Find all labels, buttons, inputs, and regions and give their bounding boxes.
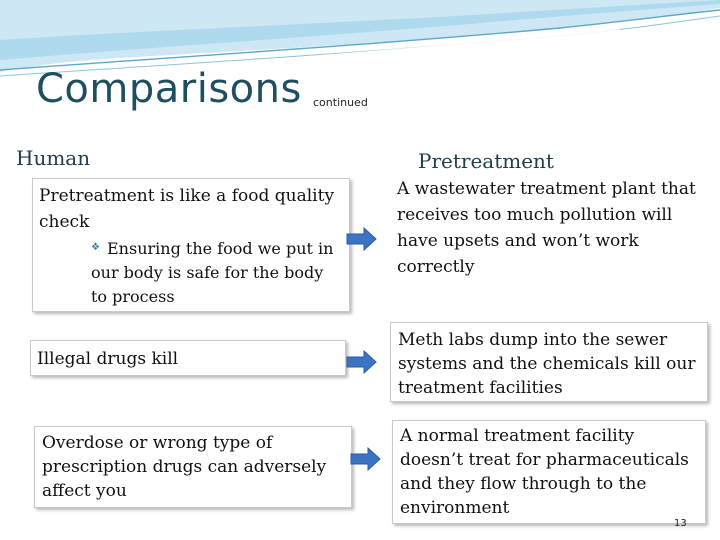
- right-column-heading: Pretreatment: [418, 149, 554, 173]
- bullet-icon: ❖: [91, 242, 100, 253]
- arrow-right-icon: [346, 226, 378, 252]
- comparison-box-3: [34, 426, 352, 508]
- comparison-box-3-text: Overdose or wrong type of prescription drugs can adversely affect you: [42, 433, 327, 501]
- right-text-2: Meth labs dump into the sewer systems and the chemicals kill our treatment facilities: [398, 330, 696, 398]
- right-box-2: [390, 322, 708, 402]
- right-text-1: A wastewater treatment plant that receives too much pollution will have upsets and won’t work correctly: [397, 179, 696, 277]
- comparison-box-1-text: Pretreatment is like a food quality check: [39, 186, 335, 232]
- comparison-box-1-bullet-text: Ensuring the food we put in our body is safe for the body to process: [91, 239, 334, 306]
- arrow-right-icon: [350, 446, 382, 472]
- slide-title: Comparisons: [36, 66, 302, 112]
- right-box-3: [392, 420, 706, 524]
- right-text-3: A normal treatment facility doesn’t treat for pharmaceuticals and they flow through to the environment: [400, 426, 689, 518]
- comparison-box-2: [30, 340, 346, 376]
- arrow-right-icon: [346, 349, 378, 375]
- left-column-heading: Human: [16, 146, 91, 170]
- comparison-box-2-text: Illegal drugs kill: [37, 349, 179, 369]
- title-note: continued: [313, 96, 368, 109]
- comparison-box-1: [32, 178, 350, 312]
- page-number: 13: [674, 518, 687, 529]
